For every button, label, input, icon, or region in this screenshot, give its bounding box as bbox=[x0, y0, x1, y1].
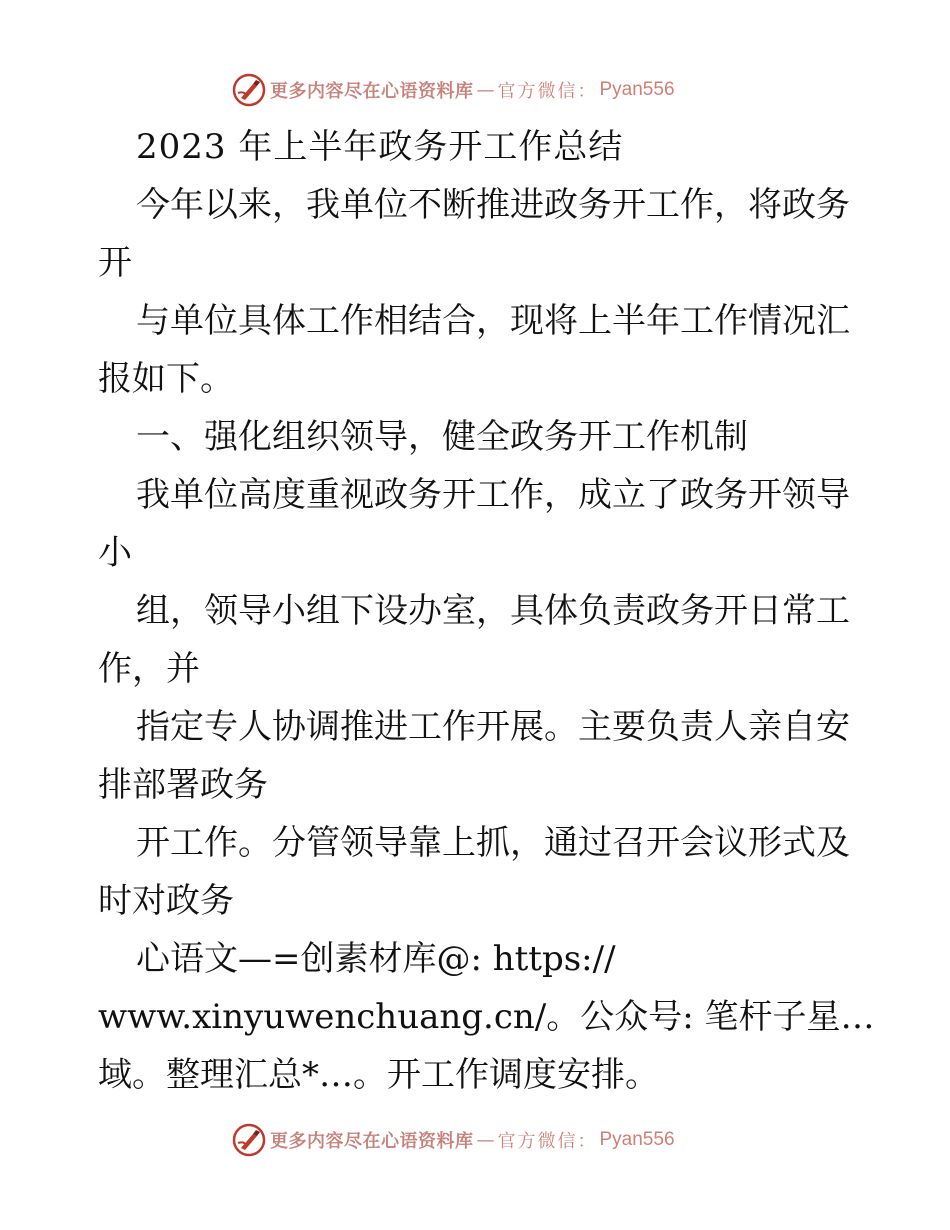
pen-logo-icon bbox=[232, 1123, 266, 1157]
watermark-separator: — bbox=[476, 1129, 495, 1151]
body-line: 时对政务 bbox=[98, 881, 234, 921]
body-line: 作，并 bbox=[98, 649, 200, 689]
watermark-wechat-id: Pyan556 bbox=[599, 1129, 675, 1150]
document-title: 2023 年上半年政务开工作总结 bbox=[136, 127, 624, 167]
body-line: 我单位高度重视政务开工作，成立了政务开领导 bbox=[136, 475, 850, 515]
watermark-separator: — bbox=[476, 79, 495, 101]
watermark-wechat-label: 官方微信： bbox=[497, 1131, 598, 1152]
document-body bbox=[98, 118, 875, 1104]
body-line: 心语文—=创素材库@: https:// bbox=[136, 939, 616, 979]
body-line: 开工作。分管领导靠上抓，通过召开会议形式及 bbox=[136, 823, 850, 863]
body-line: 开 bbox=[98, 243, 132, 283]
body-line-url: www.xinyuwenchuang.cn/。公众号: 笔杆子星… bbox=[98, 997, 875, 1037]
body-line: 组，领导小组下设办室，具体负责政务开日常工 bbox=[136, 591, 850, 631]
body-line: 报如下。 bbox=[98, 359, 234, 399]
body-line: 小 bbox=[98, 533, 132, 573]
body-line: 与单位具体工作相结合，现将上半年工作情况汇 bbox=[136, 301, 850, 341]
section-heading: 一、强化组织领导，健全政务开工作机制 bbox=[136, 417, 748, 457]
watermark-banner-top bbox=[232, 70, 675, 110]
watermark-wechat-id: Pyan556 bbox=[599, 79, 675, 100]
watermark-wechat-label: 官方微信： bbox=[497, 81, 598, 102]
watermark-slogan: 更多内容尽在心语资料库 bbox=[270, 1131, 474, 1152]
watermark-banner-bottom bbox=[232, 1120, 675, 1160]
watermark-slogan: 更多内容尽在心语资料库 bbox=[270, 81, 474, 102]
body-line: 指定专人协调推进工作开展。主要负责人亲自安 bbox=[136, 707, 850, 747]
body-line: 排部署政务 bbox=[98, 765, 268, 805]
body-line: 域。整理汇总*…。开工作调度安排。 bbox=[98, 1055, 659, 1095]
pen-logo-icon bbox=[232, 73, 266, 107]
body-line: 今年以来，我单位不断推进政务开工作，将政务 bbox=[136, 185, 850, 225]
